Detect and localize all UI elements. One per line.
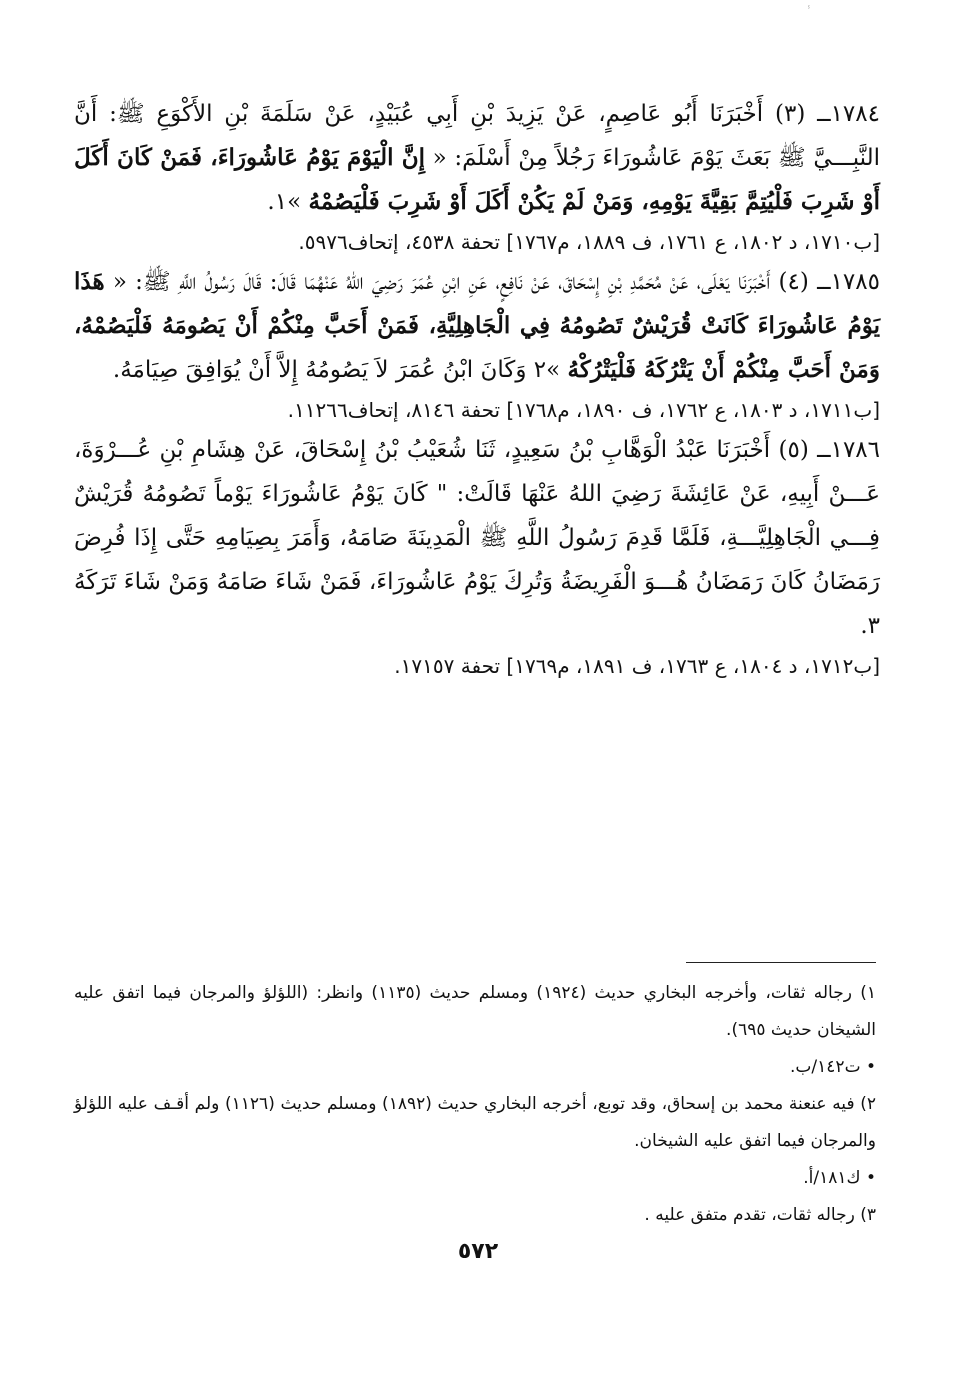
scan-speck: ⸯ <box>806 7 812 18</box>
footnote-2: ٢) فيه عنعنة محمد بن إسحاق، وقد توبع، أخرجه البخاري حديث (١٨٩٢) ومسلم حديث (١١٢٦) ولم أقـف عليه اللؤلؤ والمرجان فيما اتفق عليه الشيخان. <box>74 1094 876 1151</box>
manuscript-note-1: • ت١٤٢/ب. <box>790 1057 876 1077</box>
manuscript-note-2: • ك١٨١/أ. <box>803 1168 876 1188</box>
page-number: ٥٧٢ <box>457 1239 499 1264</box>
hadith-1784-end: »١. <box>267 189 309 215</box>
hadith-1785-chain: ١٧٨٥ــ (٤) أَخْبَرَنَا يَعْلَى، عَنْ مُحَمَّدِ بْنِ إِسْحَاقَ، عَنْ نَافِعٍ، عَنِ ابْنِ عُمَرَ رَضِيَ اللهُ عَنْهُمَا قَالَ: قَالَ رَسُولُ اللَّهِ ﷺ: « <box>104 269 880 295</box>
reference-1785: [ب١٧١١، د ١٨٠٣، ع ١٧٦٢، ف ١٨٩٠، م١٧٦٨] تحفة ٨١٤٦، إتحاف١١٢٦٦. <box>287 398 880 422</box>
hadith-1784-chain: ١٧٨٤ــ (٣) أَخْبَرَنَا أَبُو عَاصِمٍ، عَنْ يَزِيدَ بْنِ أَبِي عُبَيْدٍ، عَنْ سَلَمَةَ بْنِ الأَكْوَعِ ﷺ: أَنَّ النَّبِـــيَّ ﷺ بَعَثَ يَوْمَ عَاشُورَاءَ رَجُلاً مِنْ أَسْلَمَ: « <box>74 101 880 171</box>
hadith-1785-matn: هَذَا يَوْمُ عَاشُورَاءَ كَانَتْ قُرَيْشٌ تَصُومُهُ فِي الْجَاهِلِيَّةِ، فَمَنْ أَحَبَّ مِنْكُمْ أَنْ يَصُومَهُ فَلْيَصُمْهُ، وَمَنْ أَحَبَّ مِنْكُمْ أَنْ يَتْرُكَهُ فَلْيَتْرُكْهُ <box>74 268 880 383</box>
footnote-1: ١) رجاله ثقات، وأخرجه البخاري حديث (١٩٢٤) ومسلم حديث (١١٣٥) وانظر: (اللؤلؤ والمرجان فيما اتفق عليه الشيخان حديث ٦٩٥). <box>74 983 876 1040</box>
hadith-1784 <box>74 92 880 224</box>
hadith-1786: ١٧٨٦ــ (٥) أَخْبَرَنَا عَبْدُ الْوَهَّابِ بْنُ سَعِيدٍ، ثَنَا شُعَيْبُ بْنُ إِسْحَاقَ، عَنْ هِشَامِ بْنِ عُـــرْوَةَ، عَـــنْ أَبِيهِ، عَنْ عَائِشَةَ رَضِيَ اللهُ عَنْهَا قَالَتْ: " كَانَ يَوْمُ عَاشُورَاءَ يَوْماً تَصُومُهُ قُرَيْشٌ فِـــي الْجَاهِلِيَّـــةِ، فَلَمَّا قَدِمَ رَسُولُ اللَّهِ ﷺ الْمَدِينَةَ صَامَهُ، وَأَمَرَ بِصِيَامِهِ حَتَّى إِذَا فُرِضَ رَمَضَانُ كَانَ رَمَضَانُ هُـــوَ الْفَرِيضَةُ وَتُرِكَ يَوْمُ عَاشُورَاءَ، فَمَنْ شَاءَ صَامَهُ وَمَنْ شَاءَ تَرَكَهُ ٣. <box>74 437 881 639</box>
reference-1784: [ب١٧١٠، د ١٨٠٢، ع ١٧٦١، ف ١٨٨٩، م١٧٦٧] تحفة ٤٥٣٨، إتحاف٥٩٧٦. <box>298 230 880 254</box>
footnote-divider <box>686 962 876 963</box>
main-text <box>74 92 880 684</box>
footnote-3: ٣) رجاله ثقات، تقدم متفق عليه . <box>644 1205 876 1225</box>
footnotes <box>74 975 876 1234</box>
hadith-1785 <box>74 260 880 392</box>
hadith-1785-end: »٢ وَكَانَ ابْنُ عُمَرَ لاَ يَصُومُهُ إِلاَّ أَنْ يُوَافِقَ صِيَامَهُ. <box>112 357 568 383</box>
reference-1786: [ب١٧١٢، د ١٨٠٤، ع ١٧٦٣، ف ١٨٩١، م١٧٦٩] تحفة ١٧١٥٧. <box>394 654 880 678</box>
hadith-1784-matn: إِنَّ الْيَوْمَ يَوْمُ عَاشُورَاءَ، فَمَنْ كَانَ أَكَلَ أَوْ شَرِبَ فَلْيُتِمَّ بَقِيَّةَ يَوْمِهِ، وَمَنْ لَمْ يَكُنْ أَكَلَ أَوْ شَرِبَ فَلْيَصُمْهُ <box>74 144 880 215</box>
